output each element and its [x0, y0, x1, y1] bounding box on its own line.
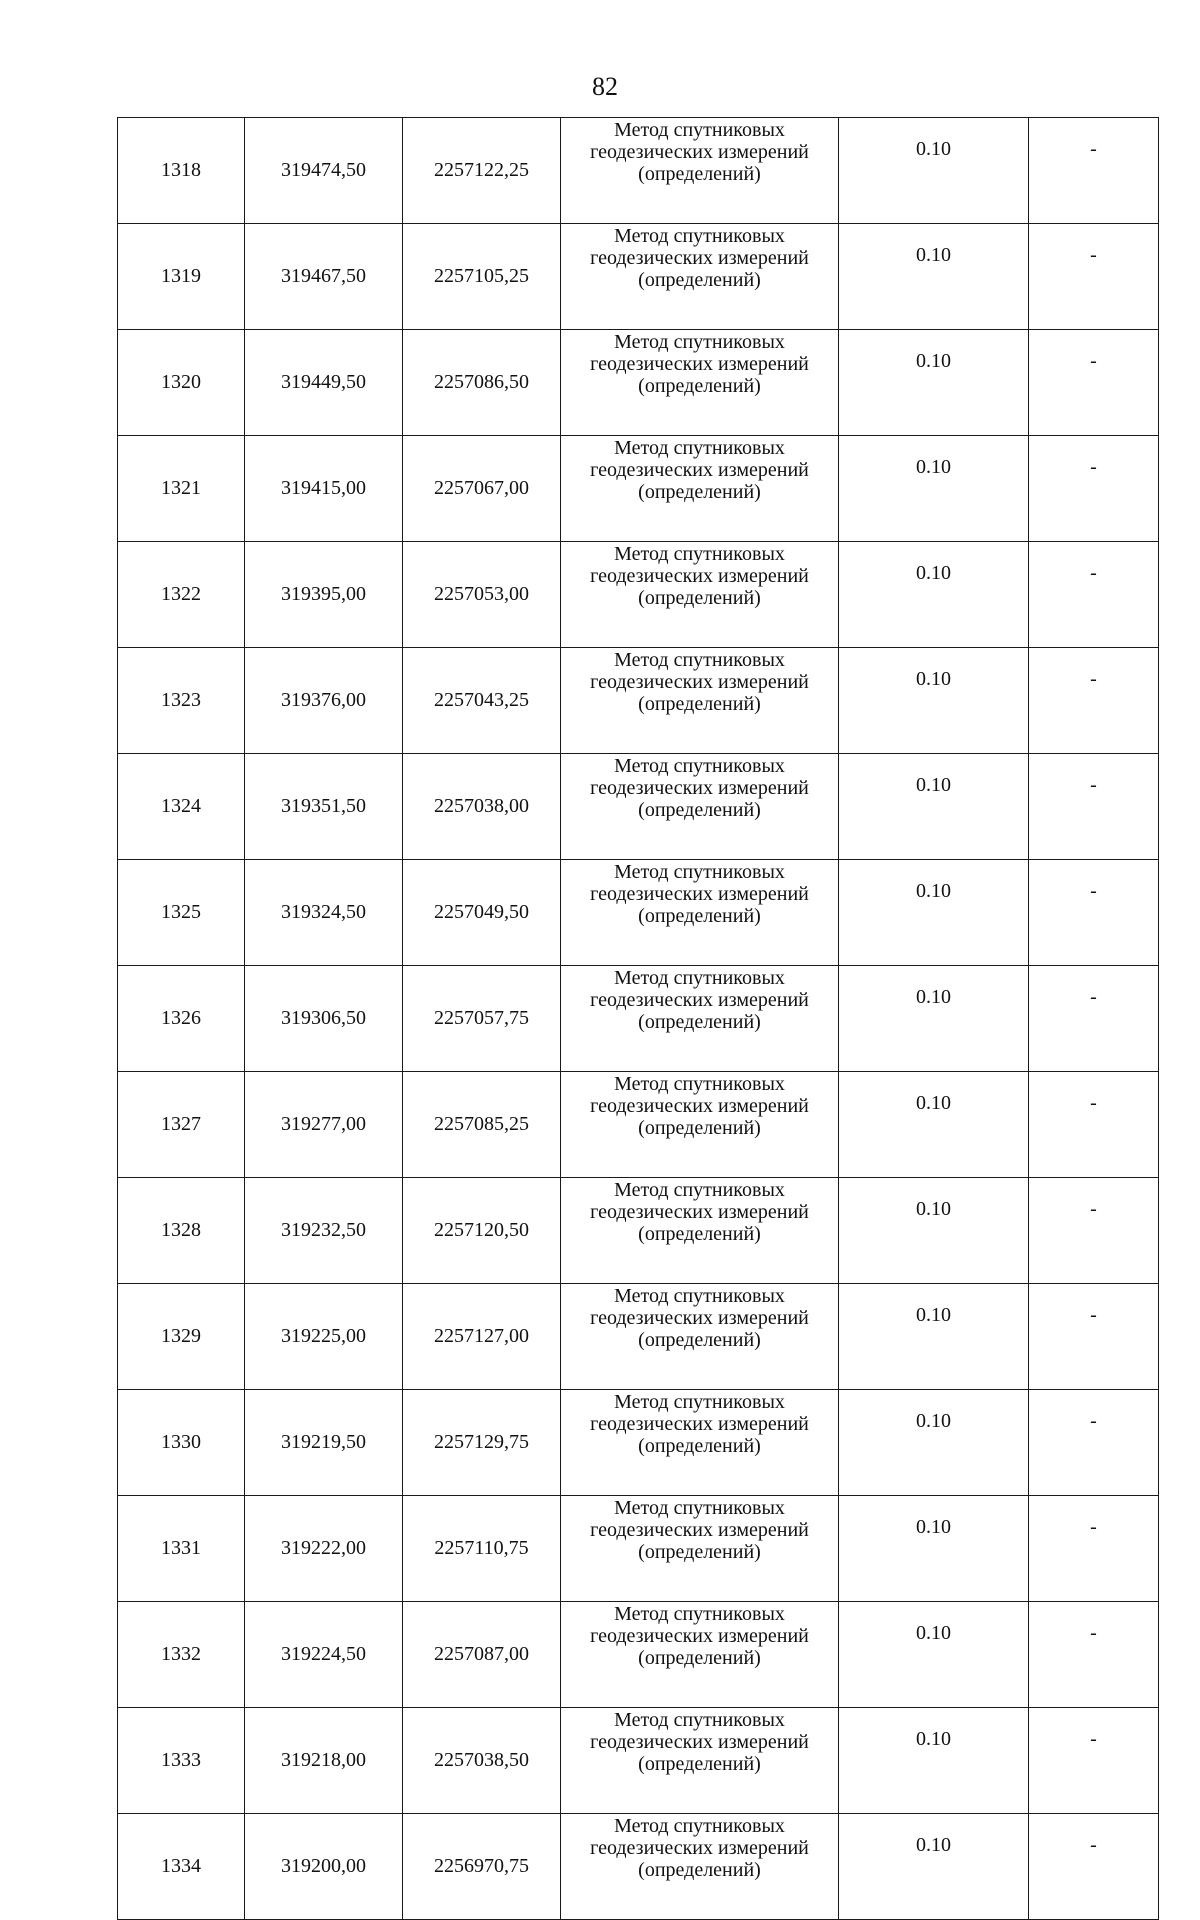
cell-note: -: [1029, 1602, 1159, 1708]
cell-note: -: [1029, 860, 1159, 966]
cell-y: 2257038,50: [403, 1708, 561, 1814]
cell-note: -: [1029, 1708, 1159, 1814]
cell-x: 319222,00: [245, 1496, 403, 1602]
cell-note: -: [1029, 648, 1159, 754]
cell-accuracy: 0.10: [839, 1814, 1029, 1920]
cell-y: 2257085,25: [403, 1072, 561, 1178]
cell-y: 2257105,25: [403, 224, 561, 330]
cell-y: 2257067,00: [403, 436, 561, 542]
cell-method: Метод спутниковых геодезических измерений (определений): [561, 966, 839, 1072]
cell-method: Метод спутниковых геодезических измерений (определений): [561, 648, 839, 754]
cell-method: Метод спутниковых геодезических измерений (определений): [561, 1072, 839, 1178]
cell-x: 319225,00: [245, 1284, 403, 1390]
cell-accuracy: 0.10: [839, 330, 1029, 436]
cell-accuracy: 0.10: [839, 542, 1029, 648]
cell-accuracy: 0.10: [839, 224, 1029, 330]
cell-note: -: [1029, 1814, 1159, 1920]
cell-note: -: [1029, 754, 1159, 860]
cell-point: 1319: [118, 224, 245, 330]
cell-accuracy: 0.10: [839, 860, 1029, 966]
cell-note: -: [1029, 224, 1159, 330]
cell-y: 2257110,75: [403, 1496, 561, 1602]
cell-x: 319232,50: [245, 1178, 403, 1284]
table-row: [118, 1284, 1159, 1390]
cell-note: -: [1029, 542, 1159, 648]
cell-method: Метод спутниковых геодезических измерений (определений): [561, 224, 839, 330]
cell-point: 1334: [118, 1814, 245, 1920]
cell-note: -: [1029, 1178, 1159, 1284]
cell-point: 1327: [118, 1072, 245, 1178]
table-row: [118, 436, 1159, 542]
table-row: [118, 542, 1159, 648]
cell-y: 2257086,50: [403, 330, 561, 436]
cell-x: 319324,50: [245, 860, 403, 966]
cell-accuracy: 0.10: [839, 1178, 1029, 1284]
cell-x: 319224,50: [245, 1602, 403, 1708]
cell-point: 1318: [118, 118, 245, 224]
cell-x: 319200,00: [245, 1814, 403, 1920]
cell-y: 2257129,75: [403, 1390, 561, 1496]
cell-accuracy: 0.10: [839, 1708, 1029, 1814]
table-row: [118, 1178, 1159, 1284]
coordinates-table: [117, 117, 1159, 1920]
table-row: [118, 966, 1159, 1072]
cell-method: Метод спутниковых геодезических измерений (определений): [561, 1178, 839, 1284]
cell-note: -: [1029, 1284, 1159, 1390]
table-row: [118, 1072, 1159, 1178]
cell-y: 2257127,00: [403, 1284, 561, 1390]
cell-y: 2256970,75: [403, 1814, 561, 1920]
cell-accuracy: 0.10: [839, 1496, 1029, 1602]
cell-x: 319449,50: [245, 330, 403, 436]
cell-note: -: [1029, 436, 1159, 542]
cell-method: Метод спутниковых геодезических измерений (определений): [561, 1390, 839, 1496]
table-row: [118, 330, 1159, 436]
cell-point: 1330: [118, 1390, 245, 1496]
cell-point: 1321: [118, 436, 245, 542]
cell-point: 1331: [118, 1496, 245, 1602]
cell-method: Метод спутниковых геодезических измерений (определений): [561, 542, 839, 648]
cell-x: 319351,50: [245, 754, 403, 860]
cell-note: -: [1029, 1390, 1159, 1496]
cell-point: 1328: [118, 1178, 245, 1284]
cell-x: 319395,00: [245, 542, 403, 648]
cell-point: 1320: [118, 330, 245, 436]
cell-accuracy: 0.10: [839, 1284, 1029, 1390]
table-row: [118, 118, 1159, 224]
cell-point: 1322: [118, 542, 245, 648]
cell-method: Метод спутниковых геодезических измерений (определений): [561, 754, 839, 860]
cell-note: -: [1029, 1496, 1159, 1602]
cell-point: 1324: [118, 754, 245, 860]
table-row: [118, 648, 1159, 754]
cell-method: Метод спутниковых геодезических измерений (определений): [561, 860, 839, 966]
cell-y: 2257120,50: [403, 1178, 561, 1284]
cell-point: 1333: [118, 1708, 245, 1814]
cell-x: 319467,50: [245, 224, 403, 330]
cell-note: -: [1029, 330, 1159, 436]
cell-point: 1332: [118, 1602, 245, 1708]
table-row: [118, 754, 1159, 860]
cell-accuracy: 0.10: [839, 754, 1029, 860]
cell-point: 1325: [118, 860, 245, 966]
cell-method: Метод спутниковых геодезических измерений (определений): [561, 1708, 839, 1814]
cell-x: 319219,50: [245, 1390, 403, 1496]
cell-method: Метод спутниковых геодезических измерений (определений): [561, 1284, 839, 1390]
cell-y: 2257038,00: [403, 754, 561, 860]
cell-x: 319306,50: [245, 966, 403, 1072]
table-row: [118, 860, 1159, 966]
cell-x: 319218,00: [245, 1708, 403, 1814]
cell-method: Метод спутниковых геодезических измерений (определений): [561, 118, 839, 224]
cell-note: -: [1029, 966, 1159, 1072]
table-row: [118, 1814, 1159, 1920]
cell-accuracy: 0.10: [839, 1072, 1029, 1178]
cell-x: 319474,50: [245, 118, 403, 224]
cell-note: -: [1029, 1072, 1159, 1178]
cell-accuracy: 0.10: [839, 966, 1029, 1072]
cell-y: 2257122,25: [403, 118, 561, 224]
cell-y: 2257043,25: [403, 648, 561, 754]
cell-y: 2257049,50: [403, 860, 561, 966]
cell-x: 319415,00: [245, 436, 403, 542]
cell-accuracy: 0.10: [839, 1390, 1029, 1496]
cell-y: 2257053,00: [403, 542, 561, 648]
cell-method: Метод спутниковых геодезических измерений (определений): [561, 436, 839, 542]
cell-method: Метод спутниковых геодезических измерений (определений): [561, 1602, 839, 1708]
cell-accuracy: 0.10: [839, 1602, 1029, 1708]
cell-method: Метод спутниковых геодезических измерений (определений): [561, 1496, 839, 1602]
cell-point: 1326: [118, 966, 245, 1072]
cell-note: -: [1029, 118, 1159, 224]
cell-accuracy: 0.10: [839, 118, 1029, 224]
cell-accuracy: 0.10: [839, 436, 1029, 542]
cell-y: 2257087,00: [403, 1602, 561, 1708]
table-row: [118, 224, 1159, 330]
cell-method: Метод спутниковых геодезических измерений (определений): [561, 1814, 839, 1920]
table-row: [118, 1602, 1159, 1708]
page-number: 82: [592, 72, 618, 101]
coordinates-table-body: [118, 118, 1159, 1920]
cell-x: 319376,00: [245, 648, 403, 754]
cell-y: 2257057,75: [403, 966, 561, 1072]
cell-method: Метод спутниковых геодезических измерений (определений): [561, 330, 839, 436]
cell-x: 319277,00: [245, 1072, 403, 1178]
table-row: [118, 1496, 1159, 1602]
cell-accuracy: 0.10: [839, 648, 1029, 754]
table-row: [118, 1390, 1159, 1496]
cell-point: 1329: [118, 1284, 245, 1390]
table-row: [118, 1708, 1159, 1814]
cell-point: 1323: [118, 648, 245, 754]
